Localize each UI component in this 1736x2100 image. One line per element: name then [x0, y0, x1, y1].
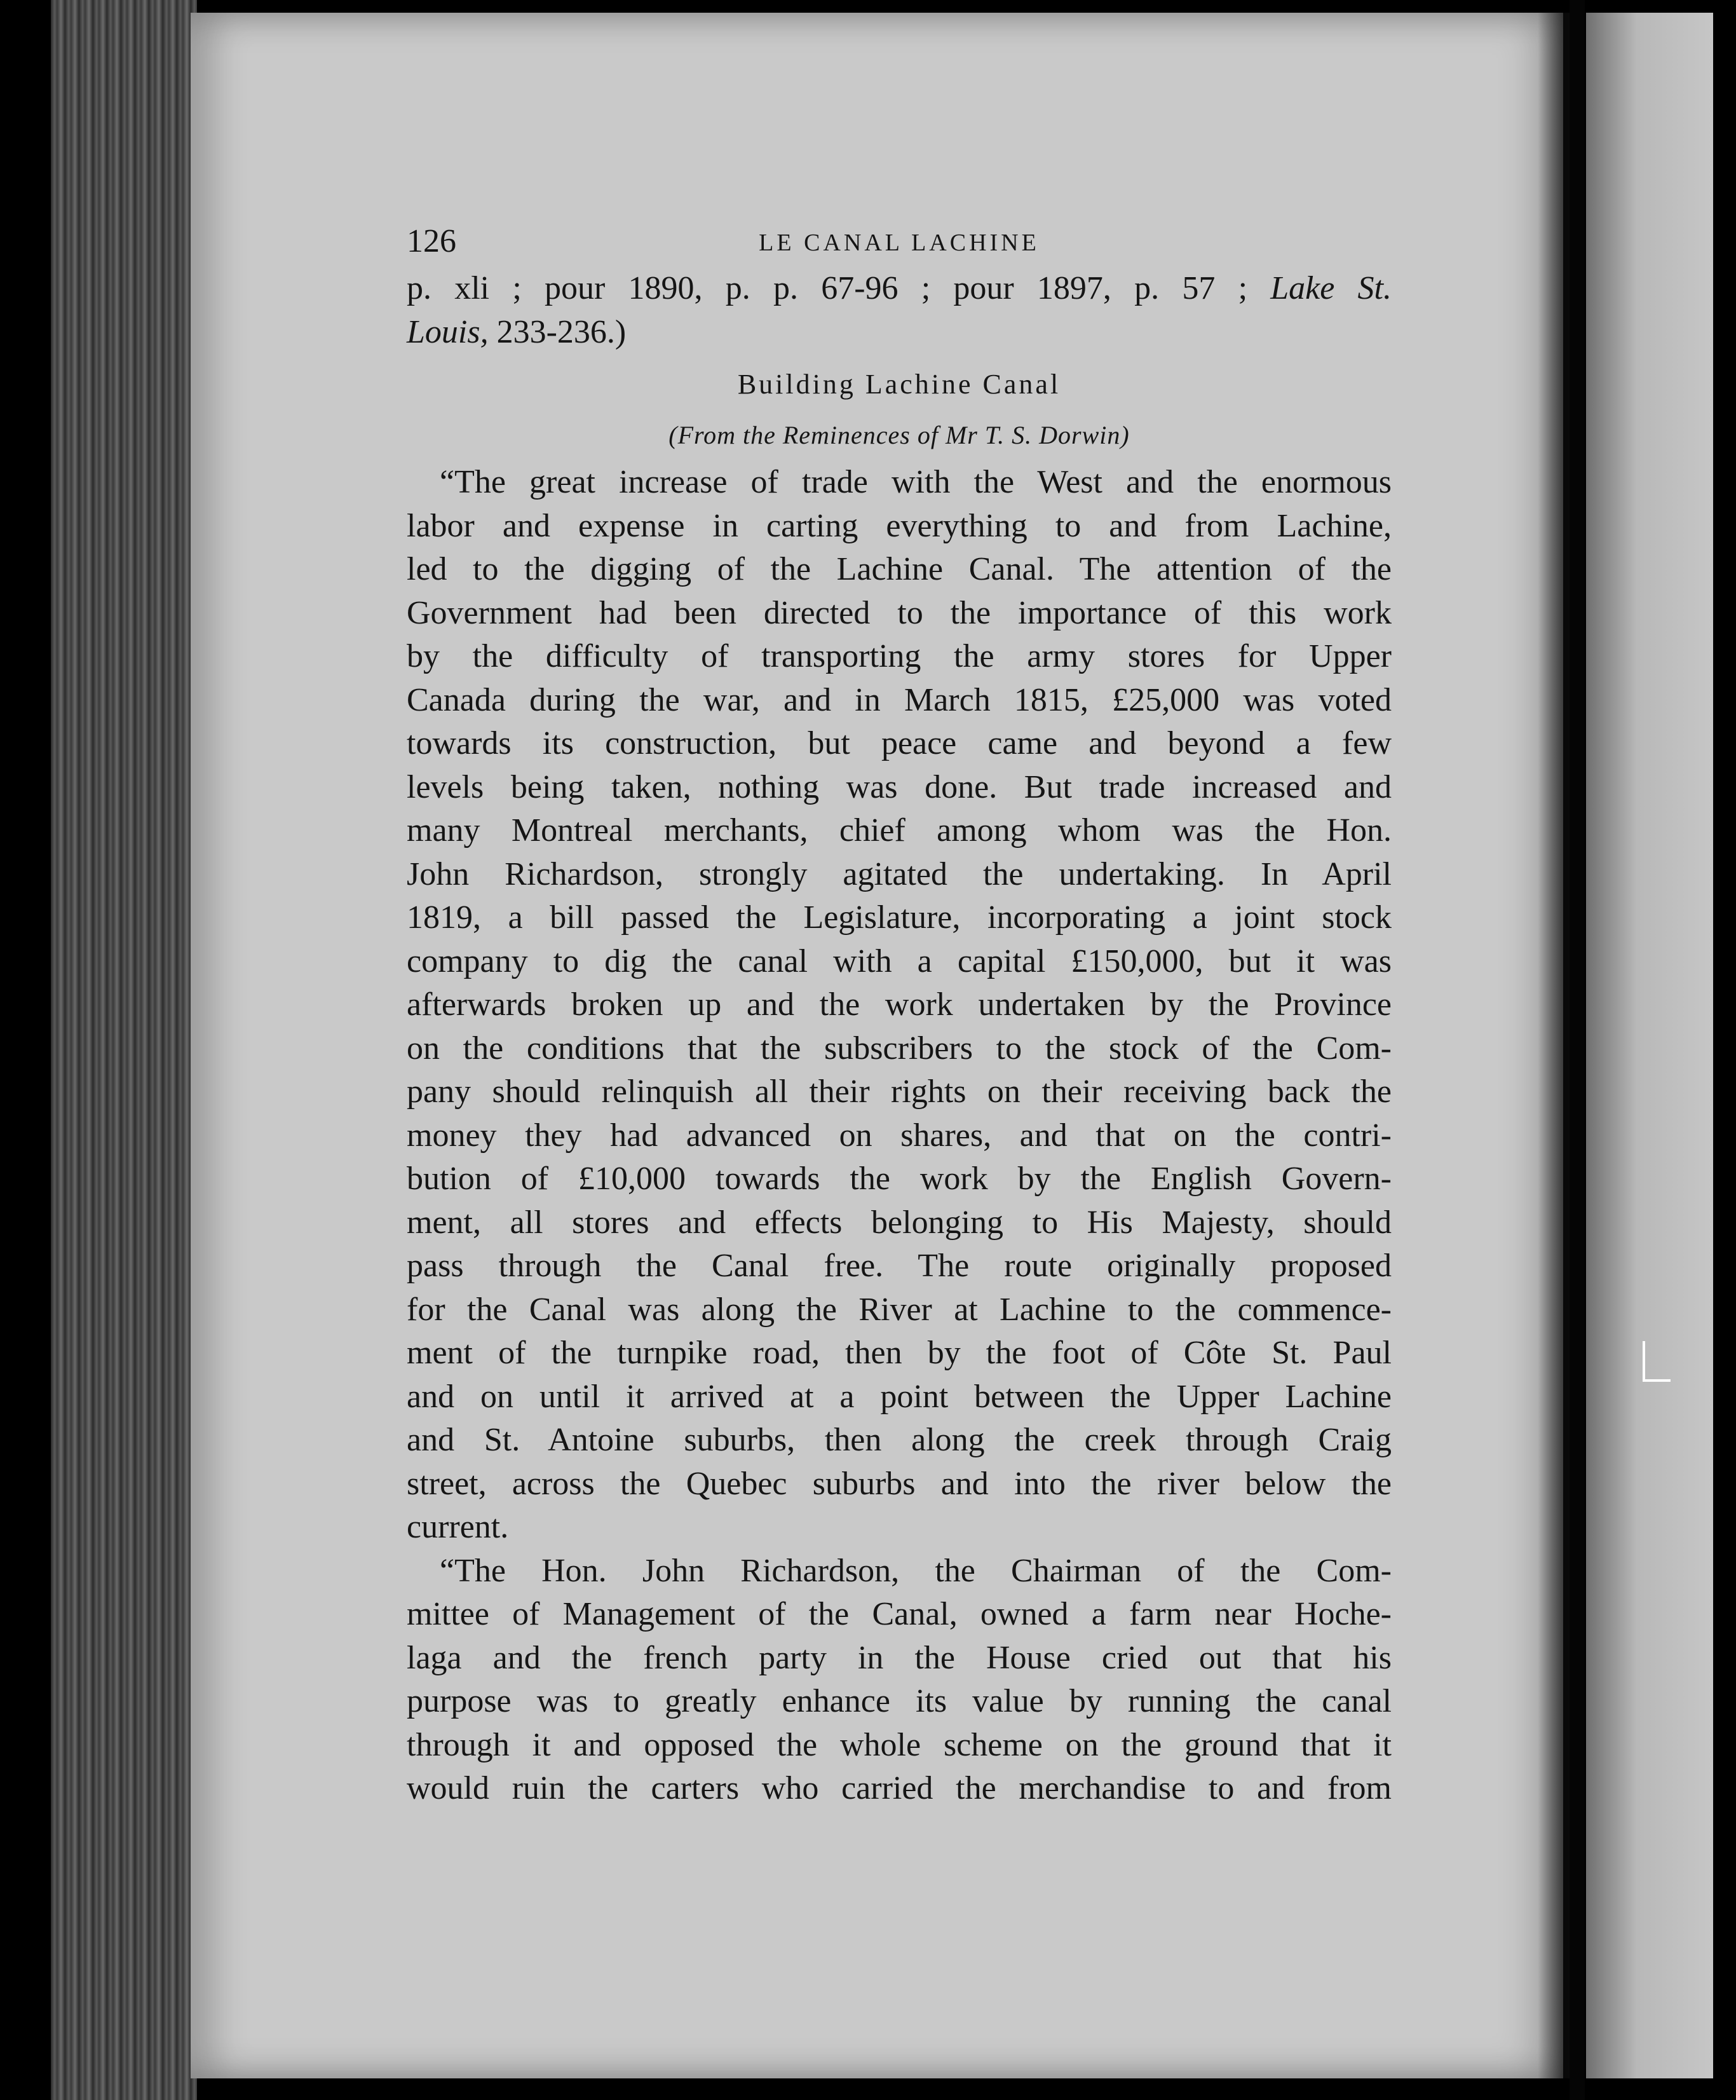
text-line: afterwards broken up and the work undertaken by the Province [407, 986, 1392, 1023]
text-line: John Richardson, strongly agitated the undertaking. In April [407, 856, 1392, 892]
text-line: many Montreal merchants, chief among whom was the Hon. [407, 812, 1392, 849]
text-line: on the conditions that the subscribers to the stock of the Com- [407, 1030, 1392, 1067]
text-line: led to the digging of the Lachine Canal. The attention of the [407, 551, 1392, 587]
text-line: through it and opposed the whole scheme on the ground that it [407, 1726, 1392, 1763]
text-line: “The great increase of trade with the West and the enormous [440, 464, 1392, 500]
book-page-edges [51, 0, 197, 2100]
text-line: “The Hon. John Richardson, the Chairman of the Com- [440, 1552, 1392, 1589]
text-line: towards its construction, but peace came and beyond a few [407, 725, 1392, 761]
text-line: pass through the Canal free. The route originally proposed [407, 1248, 1392, 1284]
text-line: money they had advanced on shares, and that on the contri- [407, 1117, 1392, 1154]
section-subtitle: (From the Reminences of Mr T. S. Dorwin) [668, 421, 1130, 449]
reference-text: p. xli ; pour 1890, p. p. 67-96 ; pour 1897, p. 57 ; [407, 270, 1248, 306]
text-line: levels being taken, nothing was done. But trade increased and [407, 768, 1392, 805]
reference-line-2 [407, 311, 1392, 355]
text-line: 1819, a bill passed the Legislature, incorporating a joint stock [407, 899, 1392, 936]
text-line: and on until it arrived at a point between the Upper Lachine [407, 1378, 1392, 1415]
text-line: Government had been directed to the importance of this work [407, 594, 1392, 631]
section-title: Building Lachine Canal [737, 369, 1061, 400]
text-line: labor and expense in carting everything to and from Lachine, [407, 507, 1392, 544]
text-line: company to dig the canal with a capital £150,000, but it was [407, 943, 1392, 979]
text-line: for the Canal was along the River at Lachine to the commence- [407, 1291, 1392, 1328]
text-line: current. [407, 1509, 509, 1545]
text-line: ment of the turnpike road, then by the foot of Côte St. Paul [407, 1335, 1392, 1371]
text-line: street, across the Quebec suburbs and into the river below the [407, 1465, 1392, 1502]
reference-line-1 [407, 267, 1392, 311]
text-line: would ruin the carters who carried the merchandise to and from [407, 1770, 1392, 1806]
text-line: mittee of Management of the Canal, owned a farm near Hoche- [407, 1596, 1392, 1632]
text-line: bution of £10,000 towards the work by the English Govern- [407, 1161, 1392, 1197]
text-line: and St. Antoine suburbs, then along the creek through Craig [407, 1422, 1392, 1458]
facing-page-edge [1586, 13, 1713, 2078]
text-line: pany should relinquish all their rights on their receiving back the [407, 1074, 1392, 1110]
text-line: purpose was to greatly enhance its value by running the canal [407, 1683, 1392, 1719]
text-line: laga and the french party in the House cried out that his [407, 1639, 1392, 1676]
text-line: by the difficulty of transporting the army stores for Upper [407, 638, 1392, 674]
text-line: Canada during the war, and in March 1815, £25,000 was voted [407, 681, 1392, 718]
reference-text: 233-236.) [496, 313, 627, 350]
text-line: ment, all stores and effects belonging to His Majesty, should [407, 1204, 1392, 1241]
reference-title: Louis, [407, 313, 489, 350]
running-title: LE CANAL LACHINE [759, 229, 1040, 256]
book-spine [1570, 0, 1585, 2100]
page-number: 126 [407, 223, 456, 259]
running-head [407, 216, 1392, 267]
reference-title: Lake St. [1270, 270, 1392, 306]
paragraph-1 [407, 461, 1392, 1550]
facing-page-mark [1643, 1341, 1671, 1382]
paragraph-2 [407, 1550, 1392, 1811]
page-text [407, 216, 1392, 1811]
